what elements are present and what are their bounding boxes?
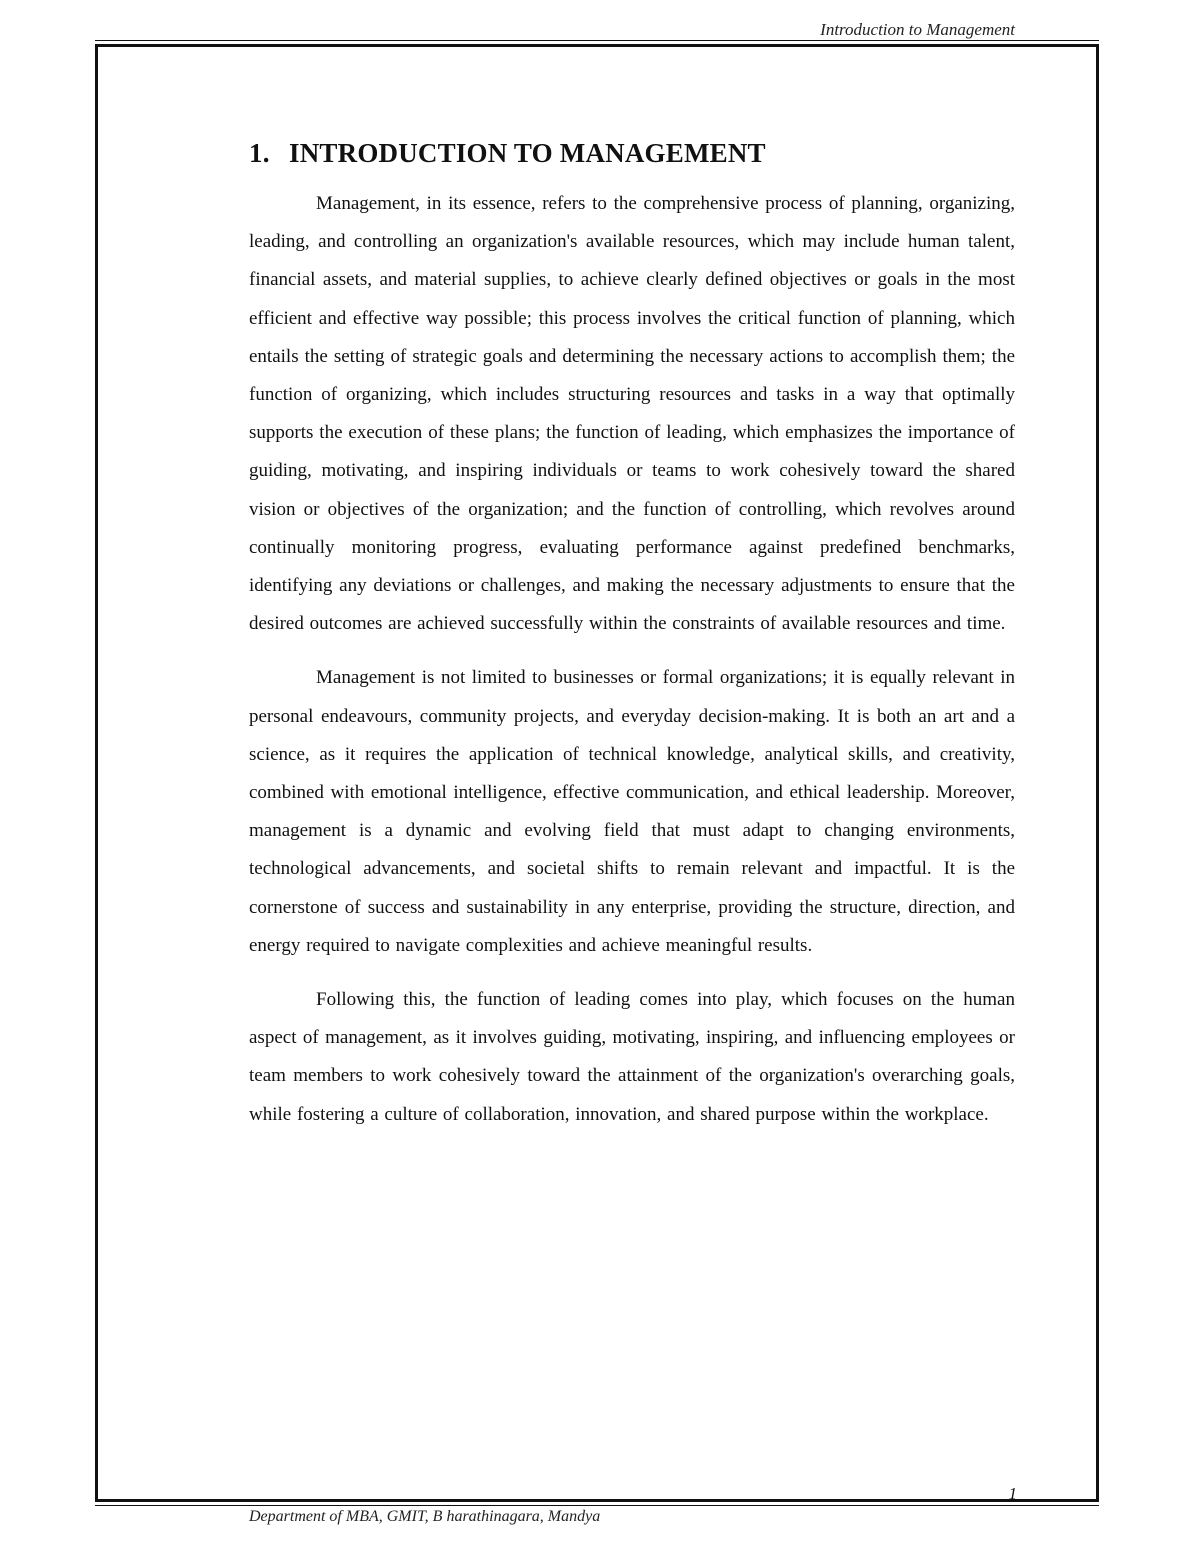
page-content (249, 138, 1015, 1150)
body-paragraph: Management is not limited to businesses or formal organizations; it is equally relevant in personal endeavours, community projects, and everyday decision-making. It is both an art and a science, as it requires the application of technical knowledge, analytical skills, and creativity, combined with emotional intelligence, effective communication, and ethical leadership. Moreover, management is a dynamic and evolving field that must adapt to changing environments, technological advancements, and societal shifts to remain relevant and impactful. It is the cornerstone of success and sustainability in any enterprise, providing the structure, direction, and energy required to navigate complexities and achieve meaningful results. (249, 667, 1015, 956)
chapter-heading (249, 138, 1015, 169)
running-footer: Department of MBA, GMIT, B harathinagara, Mandya (249, 1508, 601, 1525)
chapter-number: 1. (249, 138, 270, 168)
chapter-title: INTRODUCTION TO MANAGEMENT (289, 138, 766, 168)
body-paragraph: Management, in its essence, refers to the comprehensive process of planning, organizing, leading, and controlling an organization's available resources, which may include human talent, financial assets, and material supplies, to achieve clearly defined objectives or goals in the most efficient and effective way possible; this process involves the critical function of planning, which entails the setting of strategic goals and determining the necessary actions to accomplish them; the function of organizing, which includes structuring resources and tasks in a way that optimally supports the execution of these plans; the function of leading, which emphasizes the importance of guiding, motivating, and inspiring individuals or teams to work cohesively toward the shared vision or objectives of the organization; and the function of controlling, which revolves around continually monitoring progress, evaluating performance against predefined benchmarks, identifying any deviations or challenges, and making the necessary adjustments to ensure that the desired outcomes are achieved successfully within the constraints of available resources and time. (249, 193, 1015, 635)
running-header: Introduction to Management (820, 20, 1015, 39)
body-paragraph: Following this, the function of leading comes into play, which focuses on the human aspect of management, as it involves guiding, motivating, inspiring, and influencing employees or team members to work cohesively toward the attainment of the organization's overarching goals, while fostering a culture of collaboration, innovation, and shared purpose within the workplace. (249, 989, 1015, 1125)
page-number: 1 (1008, 1484, 1017, 1503)
